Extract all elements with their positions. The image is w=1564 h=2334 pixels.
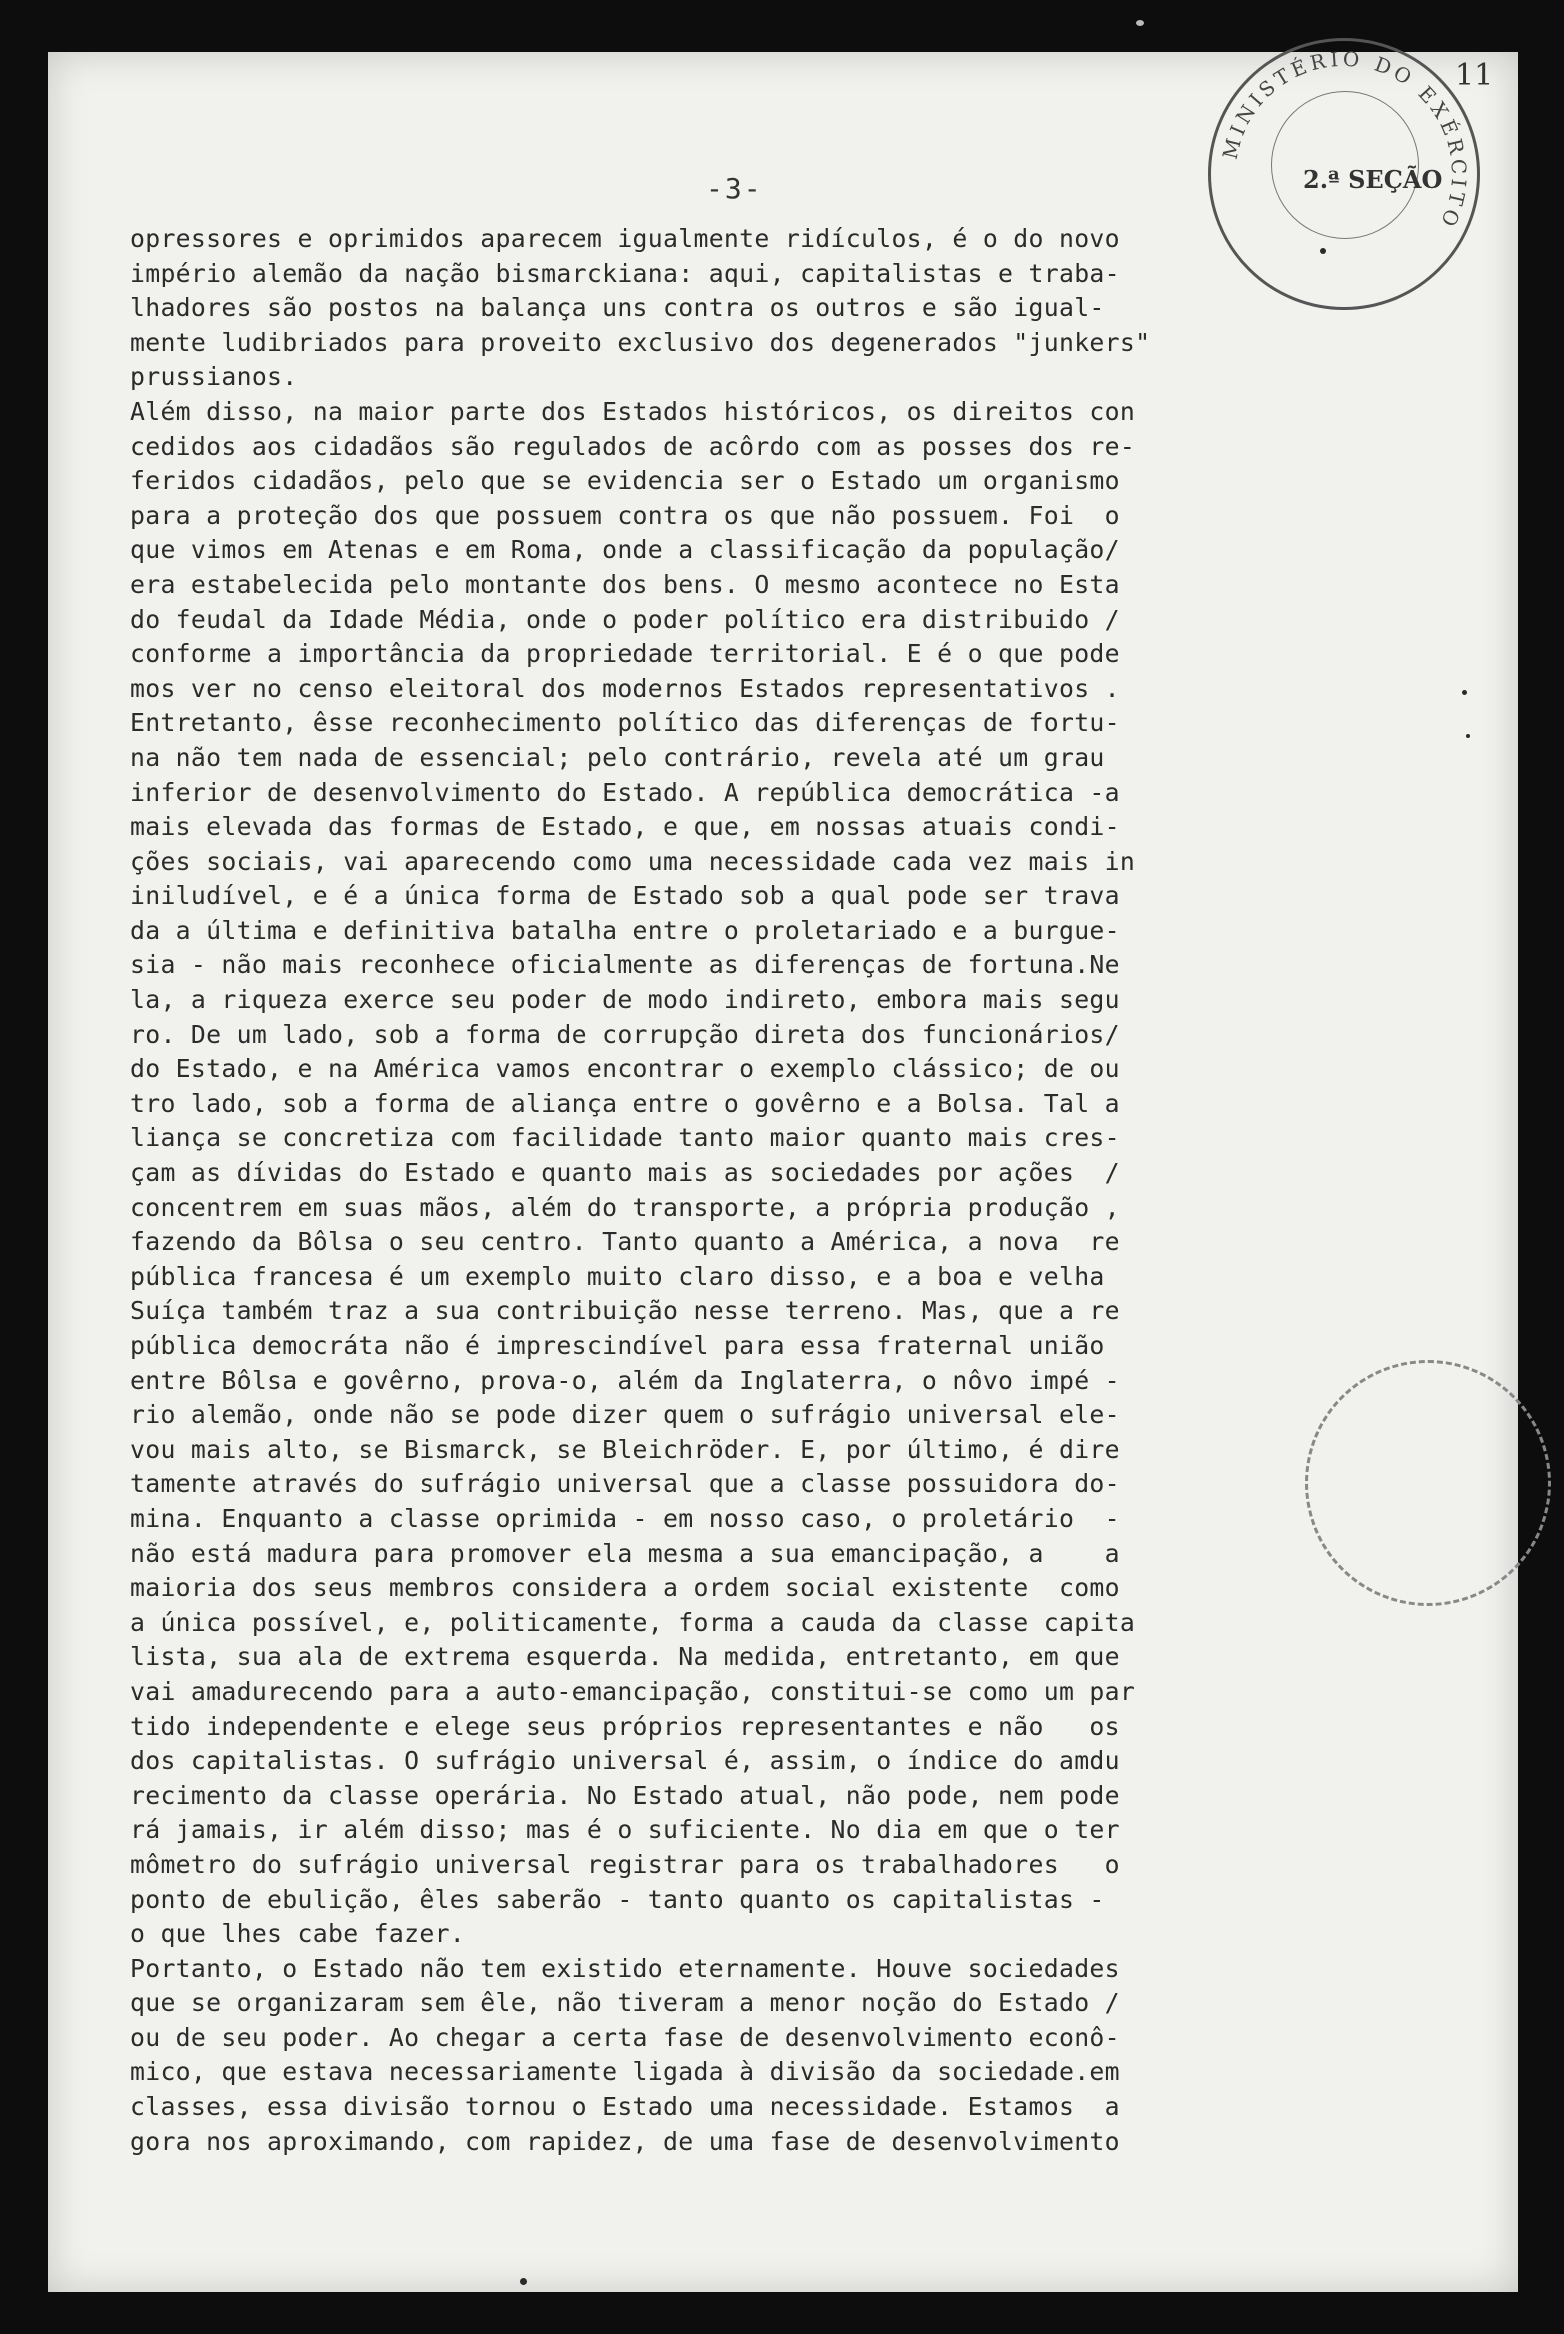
text-line: opressores e oprimidos aparecem igualmente ridículos, é o do novo	[130, 224, 1120, 253]
text-line: mina. Enquanto a classe oprimida - em nosso caso, o proletário -	[130, 1503, 1120, 1533]
text-line: prussianos.	[130, 362, 298, 392]
text-line: sia - não mais reconhece oficialmente as diferenças de fortuna.Ne	[130, 950, 1120, 980]
text-line: ou de seu poder. Ao chegar a certa fase de desenvolvimento econô-	[130, 2022, 1120, 2052]
page-number: -3-	[706, 172, 763, 205]
scan-speck	[1136, 20, 1144, 26]
text-line: lista, sua ala de extrema esquerda. Na medida, entretanto, em que	[130, 1642, 1120, 1672]
text-line: pública democráta não é imprescindível para essa fraternal união	[130, 1331, 1105, 1360]
text-line: tamente através do sufrágio universal que a classe possuidora do-	[130, 1469, 1120, 1499]
text-line: classes, essa divisão tornou o Estado uma necessidade. Estamos a	[130, 2092, 1120, 2122]
text-line: ções sociais, vai aparecendo como uma necessidade cada vez mais in	[130, 846, 1136, 876]
text-line: rio alemão, onde não se pode dizer quem o sufrágio universal ele-	[130, 1400, 1120, 1430]
text-line: Além disso, na maior parte dos Estados históricos, os direitos con	[130, 396, 1136, 426]
text-line: liança se concretiza com facilidade tanto maior quanto mais cres-	[130, 1123, 1120, 1153]
text-line: recimento da classe operária. No Estado atual, não pode, nem pode	[130, 1780, 1120, 1810]
scan-speck	[1466, 734, 1470, 738]
text-line: Portanto, o Estado não tem existido eternamente. Houve sociedades	[130, 1953, 1120, 1983]
text-line: Entretanto, êsse reconhecimento político das diferenças de fortu-	[130, 708, 1120, 738]
scan-speck	[520, 2278, 527, 2285]
text-line: inferior de desenvolvimento do Estado. A república democrática -a	[130, 777, 1120, 807]
text-line: era estabelecida pelo montante dos bens. O mesmo acontece no Esta	[130, 569, 1120, 599]
text-line: iniludível, e é a única forma de Estado sob a qual pode ser trava	[130, 881, 1120, 911]
text-line: çam as dívidas do Estado e quanto mais as sociedades por ações /	[130, 1158, 1120, 1188]
text-line: tido independente e elege seus próprios representantes e não os	[130, 1711, 1120, 1741]
text-line: pública francesa é um exemplo muito claro disso, e a boa e velha	[130, 1261, 1105, 1291]
text-line: Suíça também traz a sua contribuição nesse terreno. Mas, que a re	[130, 1296, 1120, 1326]
scan-speck	[1320, 248, 1326, 254]
text-line: mos ver no censo eleitoral dos modernos Estados representativos .	[130, 673, 1120, 703]
text-line: que vimos em Atenas e em Roma, onde a classificação da população/	[130, 535, 1120, 565]
text-line: entre Bôlsa e govêrno, prova-o, além da Inglaterra, o nôvo impé -	[130, 1365, 1120, 1395]
text-line: do feudal da Idade Média, onde o poder político era distribuido /	[130, 604, 1120, 634]
text-line: rá jamais, ir além disso; mas é o suficiente. No dia em que o ter	[130, 1815, 1120, 1845]
text-line: da a última e definitiva batalha entre o proletariado e a burgue-	[130, 915, 1120, 945]
text-line: fazendo da Bôlsa o seu centro. Tanto quanto a América, a nova re	[130, 1227, 1120, 1257]
text-line: império alemão da nação bismarckiana: aqui, capitalistas e traba-	[130, 258, 1120, 288]
text-line: ponto de ebulição, êles saberão - tanto quanto os capitalistas -	[130, 1884, 1105, 1914]
text-line: la, a riqueza exerce seu poder de modo indireto, embora mais segu	[130, 985, 1120, 1015]
text-line: feridos cidadãos, pelo que se evidencia ser o Estado um organismo	[130, 466, 1120, 496]
text-line: mente ludibriados para proveito exclusivo dos degenerados "junkers"	[130, 327, 1151, 357]
text-line: mais elevada das formas de Estado, e que, em nossas atuais condi-	[130, 812, 1120, 842]
text-line: vou mais alto, se Bismarck, se Bleichröder. E, por último, é dire	[130, 1434, 1120, 1464]
text-line: dos capitalistas. O sufrágio universal é, assim, o índice do amdu	[130, 1746, 1120, 1776]
document-body	[130, 222, 1370, 2159]
text-line: a única possível, e, politicamente, forma a cauda da classe capita	[130, 1607, 1136, 1637]
text-line: gora nos aproximando, com rapidez, de uma fase de desenvolvimento	[130, 2126, 1120, 2156]
text-line: que se organizaram sem êle, não tiveram a menor noção do Estado /	[130, 1988, 1120, 2018]
scan-speck	[1462, 690, 1467, 695]
text-line: vai amadurecendo para a auto-emancipação, constitui-se como um par	[130, 1676, 1136, 1706]
text-line: mico, que estava necessariamente ligada à divisão da sociedade.em	[130, 2057, 1120, 2087]
text-line: do Estado, e na América vamos encontrar o exemplo clássico; de ou	[130, 1054, 1120, 1084]
text-line: não está madura para promover ela mesma a sua emancipação, a a	[130, 1538, 1120, 1568]
text-line: concentrem em suas mãos, além do transporte, a própria produção ,	[130, 1192, 1120, 1222]
stamp-section: 2.ª SEÇÃO	[1303, 165, 1443, 194]
text-line: na não tem nada de essencial; pelo contrário, revela até um grau	[130, 742, 1105, 772]
edge-page-number: 11	[1455, 58, 1494, 93]
text-line: ro. De um lado, sob a forma de corrupção direta dos funcionários/	[130, 1019, 1120, 1049]
text-line: tro lado, sob a forma de aliança entre o govêrno e a Bolsa. Tal a	[130, 1088, 1120, 1118]
text-line: maioria dos seus membros considera a ordem social existente como	[130, 1573, 1120, 1603]
text-line: para a proteção dos que possuem contra os que não possuem. Foi o	[130, 500, 1120, 530]
text-line: mômetro do sufrágio universal registrar para os trabalhadores o	[130, 1849, 1120, 1879]
text-line: conforme a importância da propriedade territorial. E é o que pode	[130, 639, 1120, 669]
stamp-ring-label: MINISTÉRIO DO EXÉRCITO	[1217, 46, 1472, 234]
text-line: cedidos aos cidadãos são regulados de acôrdo com as posses dos re-	[130, 431, 1136, 461]
text-line: o que lhes cabe fazer.	[130, 1919, 466, 1949]
text-line: lhadores são postos na balança uns contra os outros e são igual-	[130, 293, 1105, 323]
